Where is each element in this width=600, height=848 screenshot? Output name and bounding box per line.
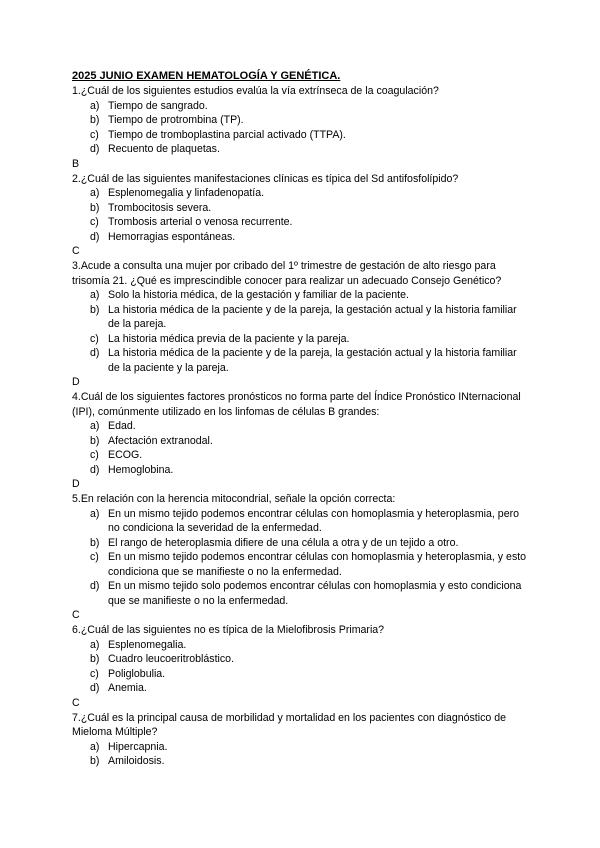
option-text: Poliglobulia. [108, 667, 166, 680]
option-list [72, 740, 530, 769]
option-text: Trombosis arterial o venosa recurrente. [108, 216, 293, 228]
question-5 [72, 492, 530, 623]
option-letter: b) [90, 303, 100, 316]
option-item [72, 434, 530, 449]
option-item [72, 652, 530, 667]
option-text: Trombocitosis severa. [108, 201, 212, 214]
option-item [72, 419, 530, 434]
question-text: 4.Cuál de los siguientes factores pronósticos no forma parte del Índice Pronóstico INternacional (IPI), comúnmente utilizado en los linfomas de células B grandes: [72, 391, 521, 418]
option-item [72, 230, 530, 245]
question-3 [72, 259, 530, 390]
option-letter: d) [90, 580, 100, 592]
option-item [72, 113, 530, 128]
option-text: En un mismo tejido podemos encontrar células con homoplasmia y heteroplasmia, pero no condiciona la severidad de la enfermedad. [108, 507, 520, 534]
option-letter: d) [90, 682, 100, 694]
option-item [72, 550, 530, 579]
option-item [72, 186, 530, 201]
option-letter: b) [90, 114, 100, 126]
option-letter: a) [90, 289, 100, 301]
option-item [72, 142, 530, 157]
option-item [72, 448, 530, 463]
answer-key: C [72, 609, 80, 621]
option-letter: c) [90, 332, 99, 345]
option-list [72, 419, 530, 477]
option-letter: a) [90, 507, 100, 520]
option-text: Recuento de plaquetas. [108, 143, 220, 155]
option-text: Cuadro leucoeritroblástico. [108, 653, 235, 665]
option-text: En un mismo tejido solo podemos encontrar células con homoplasmia y esto condiciona que se manifieste o no la enfermedad. [108, 580, 522, 607]
option-item [72, 667, 530, 682]
question-text: 2.¿Cuál de las siguientes manifestaciones clínicas es típica del Sd antifosfolípido? [72, 172, 459, 185]
question-2 [72, 172, 530, 260]
option-letter: c) [90, 216, 99, 228]
option-text: Tiempo de tromboplastina parcial activado (TTPA). [108, 128, 346, 141]
option-letter: b) [90, 755, 100, 767]
option-item [72, 536, 530, 551]
option-letter: a) [90, 420, 100, 432]
option-item [72, 579, 530, 608]
option-list [72, 186, 530, 244]
option-text: Solo la historia médica, de la gestación y familiar de la paciente. [108, 289, 409, 301]
question-text: 1.¿Cuál de los siguientes estudios evalúa la vía extrínseca de la coagulación? [72, 85, 439, 97]
option-letter: d) [90, 463, 100, 476]
question-7 [72, 711, 530, 769]
option-text: Hemoglobina. [108, 463, 174, 476]
question-text: 5.En relación con la herencia mitocondrial, señale la opción correcta: [72, 493, 396, 505]
option-text: Esplenomegalia. [108, 638, 187, 651]
option-item [72, 128, 530, 143]
option-text: Tiempo de protrombina (TP). [108, 114, 244, 126]
option-item [72, 288, 530, 303]
option-list [72, 288, 530, 375]
document-title: 2025 JUNIO EXAMEN HEMATOLOGÍA Y GENÉTICA. [72, 70, 341, 82]
option-text: Hemorragias espontáneas. [108, 230, 236, 243]
option-letter: b) [90, 434, 100, 447]
option-letter: d) [90, 347, 100, 359]
option-item [72, 754, 530, 769]
option-item [72, 303, 530, 332]
option-letter: c) [90, 667, 99, 680]
option-letter: c) [90, 128, 99, 141]
option-text: Anemia. [108, 682, 147, 694]
option-text: ECOG. [108, 449, 143, 461]
answer-key: D [72, 376, 80, 388]
option-item [72, 740, 530, 755]
option-text: Esplenomegalia y linfadenopatía. [108, 187, 265, 199]
answer-key: B [72, 157, 80, 170]
option-letter: c) [90, 449, 99, 461]
option-text: Tiempo de sangrado. [108, 99, 208, 112]
option-item [72, 507, 530, 536]
option-letter: a) [90, 99, 100, 112]
option-list [72, 507, 530, 609]
option-letter: a) [90, 740, 100, 753]
option-letter: b) [90, 201, 100, 214]
option-letter: b) [90, 536, 100, 549]
option-text: La historia médica previa de la paciente y la pareja. [108, 332, 350, 345]
question-text: 3.Acude a consulta una mujer por cribado del 1º trimestre de gestación de alto riesgo para trisomía 21. ¿Qué es imprescindible conocer para realizar un adecuado Consejo Genético? [72, 260, 502, 287]
option-item [72, 215, 530, 230]
option-text: La historia médica de la paciente y de la pareja, la gestación actual y la historia familiar de la paciente y la pareja. [108, 347, 517, 374]
option-text: Afectación extranodal. [108, 434, 213, 447]
option-text: La historia médica de la paciente y de la pareja, la gestación actual y la historia familiar de la pareja. [108, 303, 517, 330]
question-text: 6.¿Cuál de las siguientes no es típica de la Mielofibrosis Primaria? [72, 624, 385, 636]
option-letter: c) [90, 551, 99, 563]
question-text: 7.¿Cuál es la principal causa de morbilidad y mortalidad en los pacientes con diagnóstico de Mieloma Múltiple? [72, 711, 507, 738]
question-6 [72, 623, 530, 711]
option-text: En un mismo tejido podemos encontrar células con homoplasmia y heteroplasmia, y esto condiciona que se manifieste o no la enfermedad. [108, 551, 527, 578]
option-text: Hipercapnia. [108, 740, 168, 753]
option-text: Edad. [108, 420, 136, 432]
option-item [72, 681, 530, 696]
option-letter: d) [90, 143, 100, 155]
option-letter: a) [90, 187, 100, 199]
question-4 [72, 390, 530, 492]
option-item [72, 638, 530, 653]
option-item [72, 463, 530, 478]
option-item [72, 201, 530, 216]
answer-key: C [72, 696, 80, 709]
option-item [72, 99, 530, 114]
option-letter: b) [90, 653, 100, 665]
option-item [72, 332, 530, 347]
option-item [72, 346, 530, 375]
option-text: Amiloidosis. [108, 755, 165, 767]
question-1 [72, 84, 530, 172]
option-letter: a) [90, 638, 100, 651]
option-text: El rango de heteroplasmia difiere de una célula a otra y de un tejido a otro. [108, 536, 459, 549]
answer-key: C [72, 245, 80, 257]
option-list [72, 99, 530, 157]
option-letter: d) [90, 230, 100, 243]
answer-key: D [72, 478, 80, 490]
option-list [72, 638, 530, 696]
